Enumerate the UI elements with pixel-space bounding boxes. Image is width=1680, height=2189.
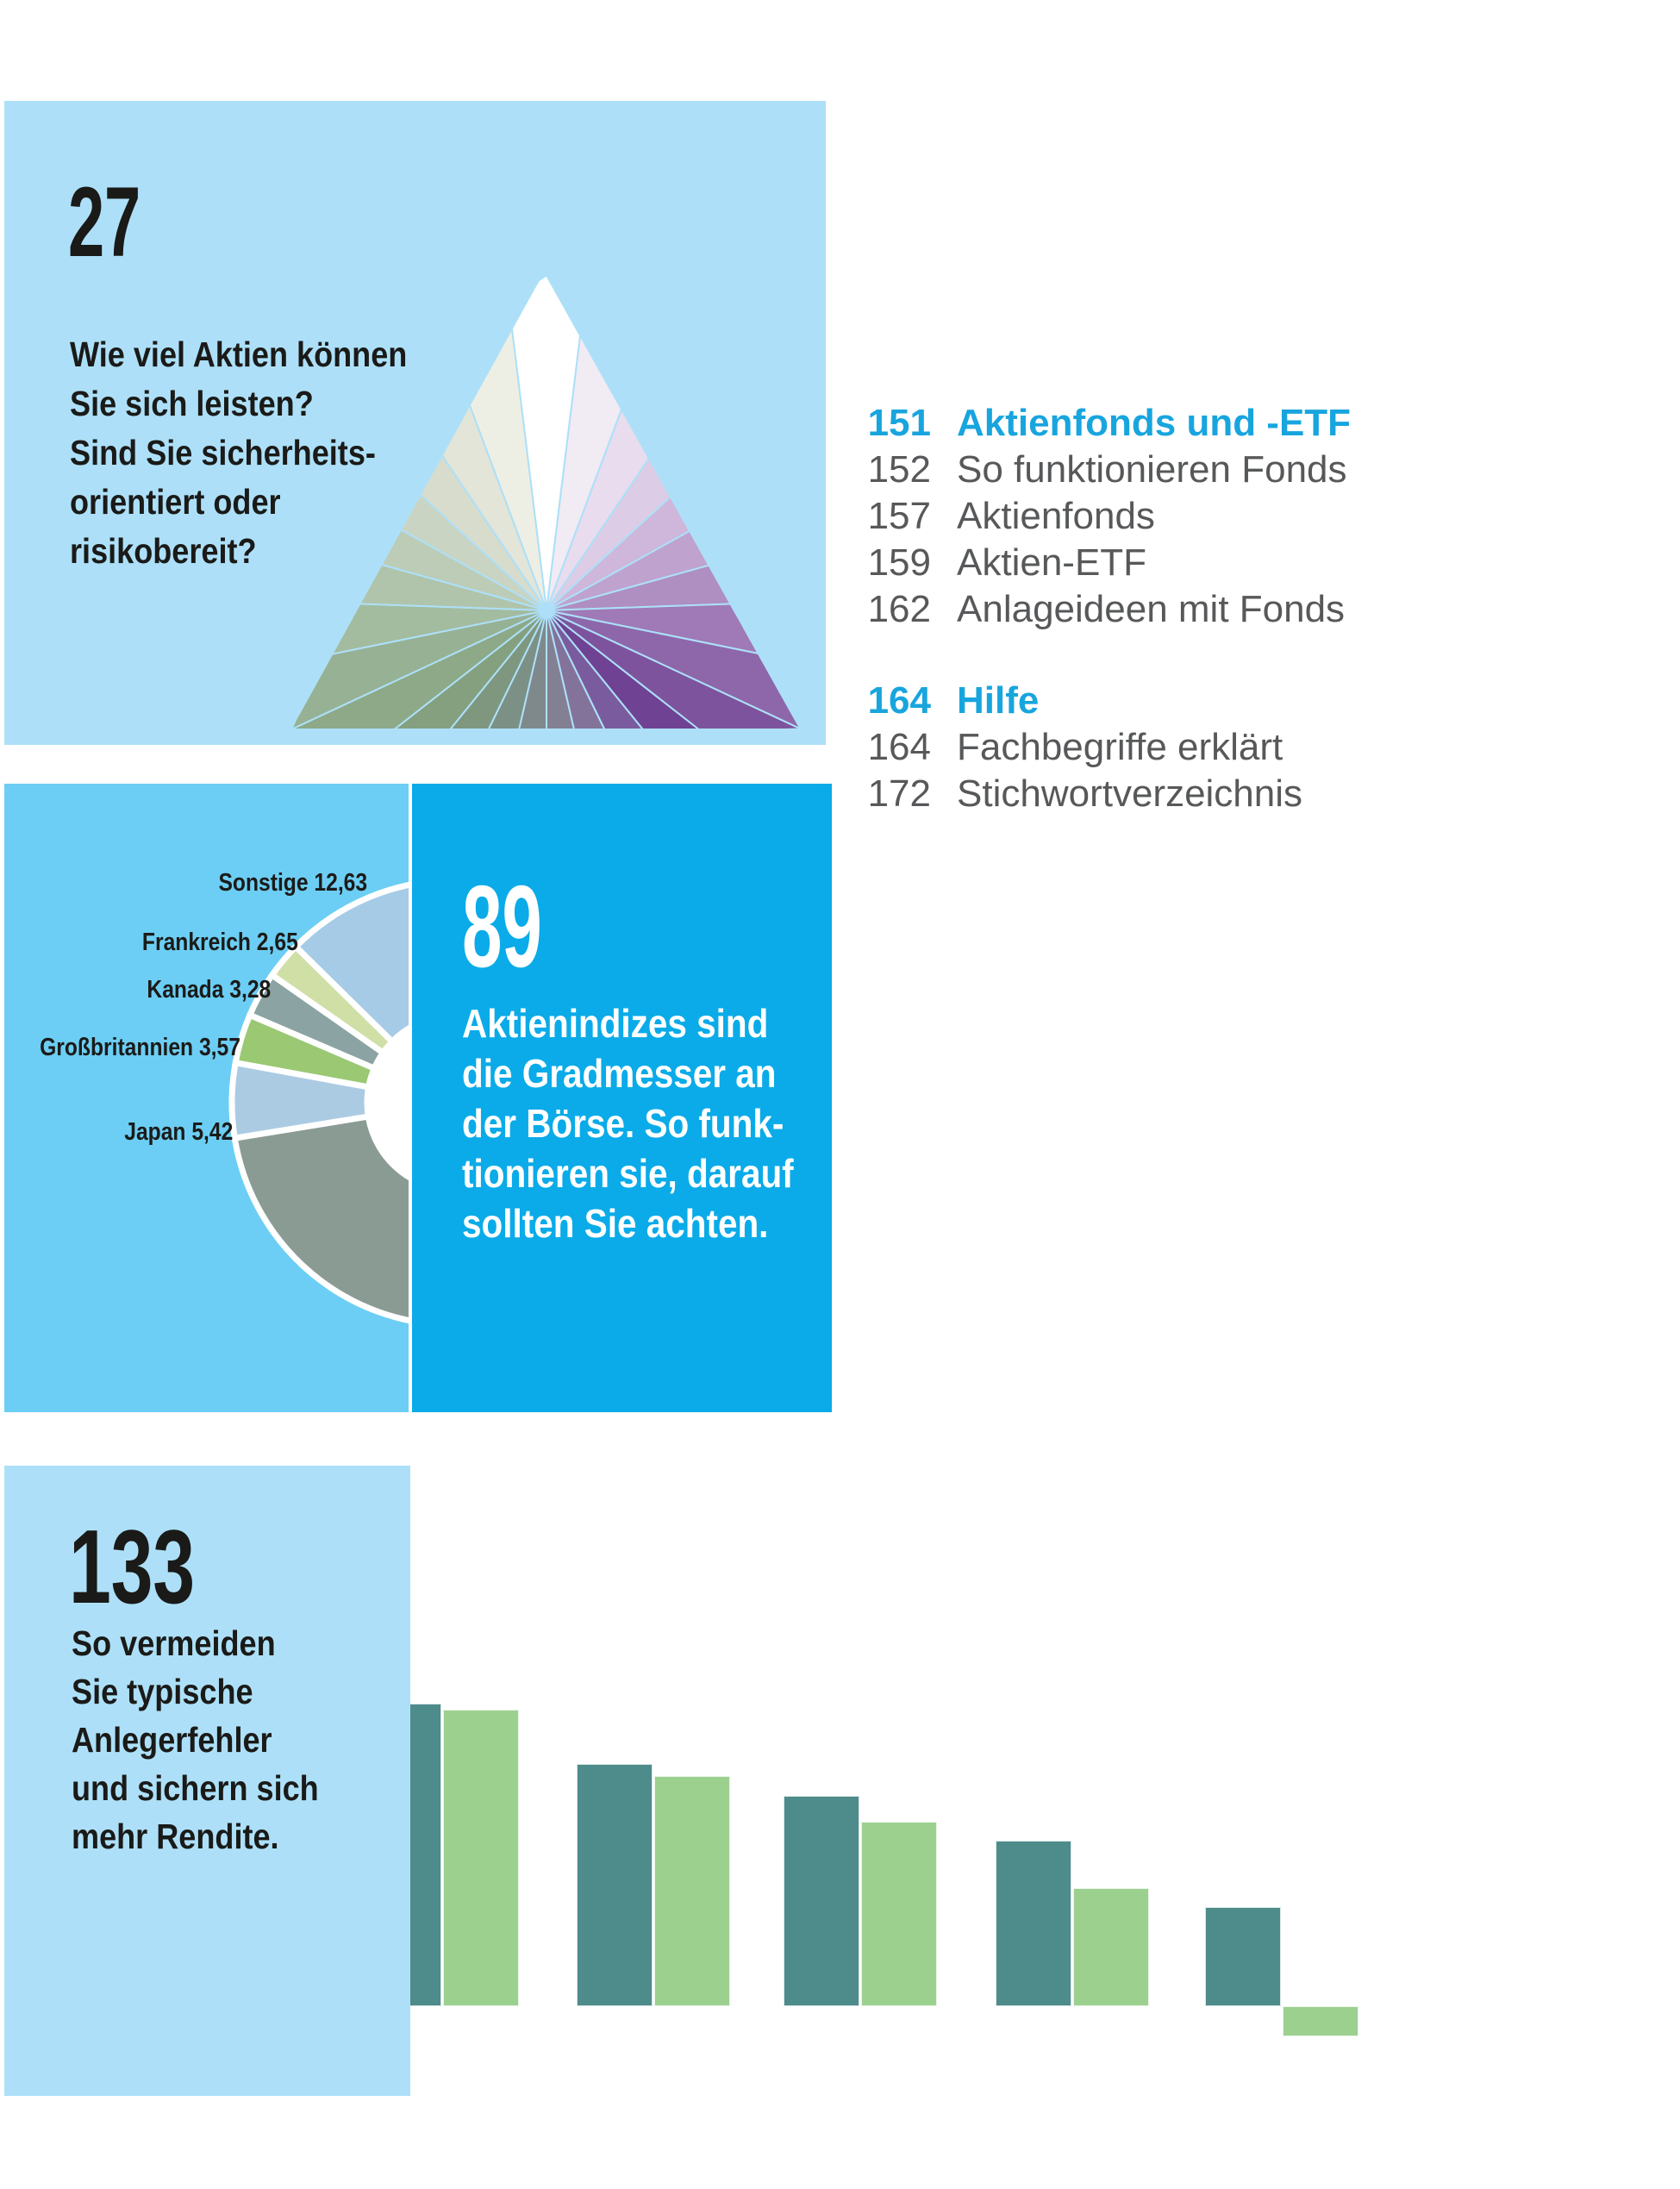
text-line: Sind Sie sicherheits- (70, 433, 376, 472)
index-weights-panel (4, 784, 409, 1412)
toc-page-number: 151 (867, 402, 931, 444)
toc-row (864, 771, 1351, 817)
toc-page-number: 164 (867, 726, 931, 768)
text-line: orientiert oder (70, 482, 281, 522)
returns-bar-chart (328, 1681, 1431, 2061)
toc (864, 400, 1351, 817)
bar-light-green (443, 1710, 519, 2006)
toc-entry-label: Anlageideen mit Fonds (957, 588, 1346, 630)
feature-text-89 (462, 998, 839, 1248)
toc-section-header (864, 400, 1351, 447)
feature-text-133 (72, 1619, 353, 1861)
bar-light-green (654, 1776, 730, 2006)
toc-row (864, 540, 1351, 586)
donut-label: Frankreich 2,65 (142, 929, 298, 956)
toc-entry-label: Fachbegriffe erklärt (957, 726, 1283, 768)
toc-page-number: 164 (867, 679, 931, 722)
bar-light-green (861, 1822, 937, 2006)
text-line: der Börse. So funk- (462, 1101, 784, 1146)
donut-label: Sonstige 12,63 (218, 869, 367, 897)
feature-box-27 (4, 101, 826, 745)
toc-entry-label: Stichwortverzeichnis (957, 772, 1303, 815)
text-line: sollten Sie achten. (462, 1201, 769, 1246)
text-line: mehr Rendite. (72, 1817, 279, 1856)
bar-light-green (1073, 1888, 1149, 2006)
toc-row (864, 586, 1351, 633)
bar-dark-teal (784, 1796, 859, 2006)
index-feature-panel (412, 784, 832, 1412)
text-line: Sie typische (72, 1672, 253, 1711)
bar-light-green (1283, 2006, 1358, 2036)
text-line: Anlegerfehler (72, 1720, 272, 1760)
donut-label: Japan 5,42 (123, 1118, 233, 1146)
toc-page-number: 159 (867, 541, 931, 584)
feature-box-89 (4, 784, 832, 1412)
toc-entry-label: Aktienfonds und -ETF (957, 402, 1352, 444)
toc-entry-label: Aktienfonds (957, 495, 1155, 537)
feature-text-27 (70, 330, 453, 576)
big-number-133: 133 (69, 1508, 195, 1625)
toc-group-gap (864, 633, 1351, 678)
donut-label: Kanada 3,28 (147, 976, 271, 1004)
text-line: Wie viel Aktien können (70, 335, 408, 374)
toc-row (864, 447, 1351, 493)
toc-page-number: 157 (867, 495, 931, 537)
text-line: tionieren sie, darauf (462, 1151, 794, 1196)
bar-dark-teal (577, 1764, 653, 2006)
pyramid-center-dot (539, 603, 554, 618)
toc-list (864, 400, 1351, 817)
toc-page-number: 152 (867, 448, 931, 491)
text-line: risikobereit? (70, 531, 257, 571)
text-line: So vermeiden (72, 1623, 276, 1663)
bar-dark-teal (996, 1841, 1071, 2006)
text-line: und sichern sich (72, 1768, 319, 1808)
toc-entry-label: So funktionieren Fonds (957, 448, 1347, 491)
toc-section-header (864, 678, 1351, 724)
toc-entry-label: Hilfe (957, 679, 1040, 722)
toc-page-number: 172 (867, 772, 931, 815)
feature-box-133 (4, 1466, 410, 2096)
big-number-27: 27 (68, 167, 141, 278)
text-line: die Gradmesser an (462, 1051, 777, 1096)
bar-dark-teal (1205, 1907, 1281, 2006)
donut-label: Großbritannien 3,57 (40, 1034, 240, 1061)
text-line: Aktienindizes sind (462, 1001, 769, 1046)
toc-page-number: 162 (867, 588, 931, 630)
text-line: Sie sich leisten? (70, 384, 314, 423)
toc-entry-label: Aktien-ETF (957, 541, 1147, 584)
big-number-89: 89 (462, 861, 542, 991)
toc-row (864, 724, 1351, 771)
toc-row (864, 493, 1351, 540)
